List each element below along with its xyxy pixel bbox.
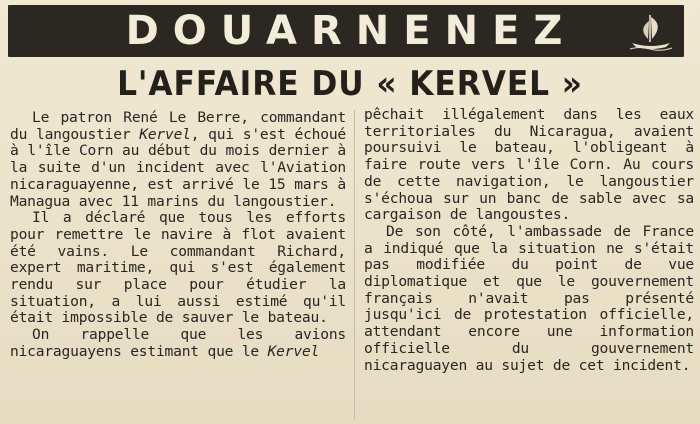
banner-title: DOUARNENEZ (125, 8, 577, 54)
article-column-right (364, 107, 694, 374)
article-headline: L'AFFAIRE DU « KERVEL » (117, 64, 583, 104)
ship-illustration-icon (628, 9, 674, 53)
column-divider (354, 110, 355, 420)
paragraph: Il a déclaré que tous les efforts pour remettre le navire à flot avaient été vains. Le commandant Richard, expert maritime, qui s'est également rendu sur place pour étudier la situation, a lui aussi estimé qu'il était impossible de sauver le bateau. (10, 209, 346, 327)
paragraph: De son côté, l'ambassade de France a indiqué que la situation ne s'était pas modifiée du point de vue diplomatique et que le gouvernement français n'avait pas présenté jusqu'ici de protestation officielle, attendant encore une information officielle du gouvernement nicaraguayen au sujet de cet incident. (364, 222, 694, 374)
paragraph: Le patron René Le Berre, commandant du langoustier Kervel, qui s'est échoué à l'île Corn au début du mois dernier à la suite d'un incident avec l'Aviation nicaraguayenne, est arrivé le 15 mars à Managua avec 11 marins du langoustier. (10, 109, 346, 210)
paragraph: On rappelle que les avions nicaraguayens estimant que le Kervel (10, 326, 346, 360)
paragraph: pêchait illégalement dans les eaux territoriales du Nicaragua, avaient poursuivi le bateau, l'obligeant à faire route vers l'île Corn. Au cours de cette navigation, le langoustier s'échoua sur un banc de sable avec sa cargaison de langoustes. (364, 106, 694, 224)
article-column-left (10, 110, 346, 361)
section-banner (8, 5, 684, 57)
